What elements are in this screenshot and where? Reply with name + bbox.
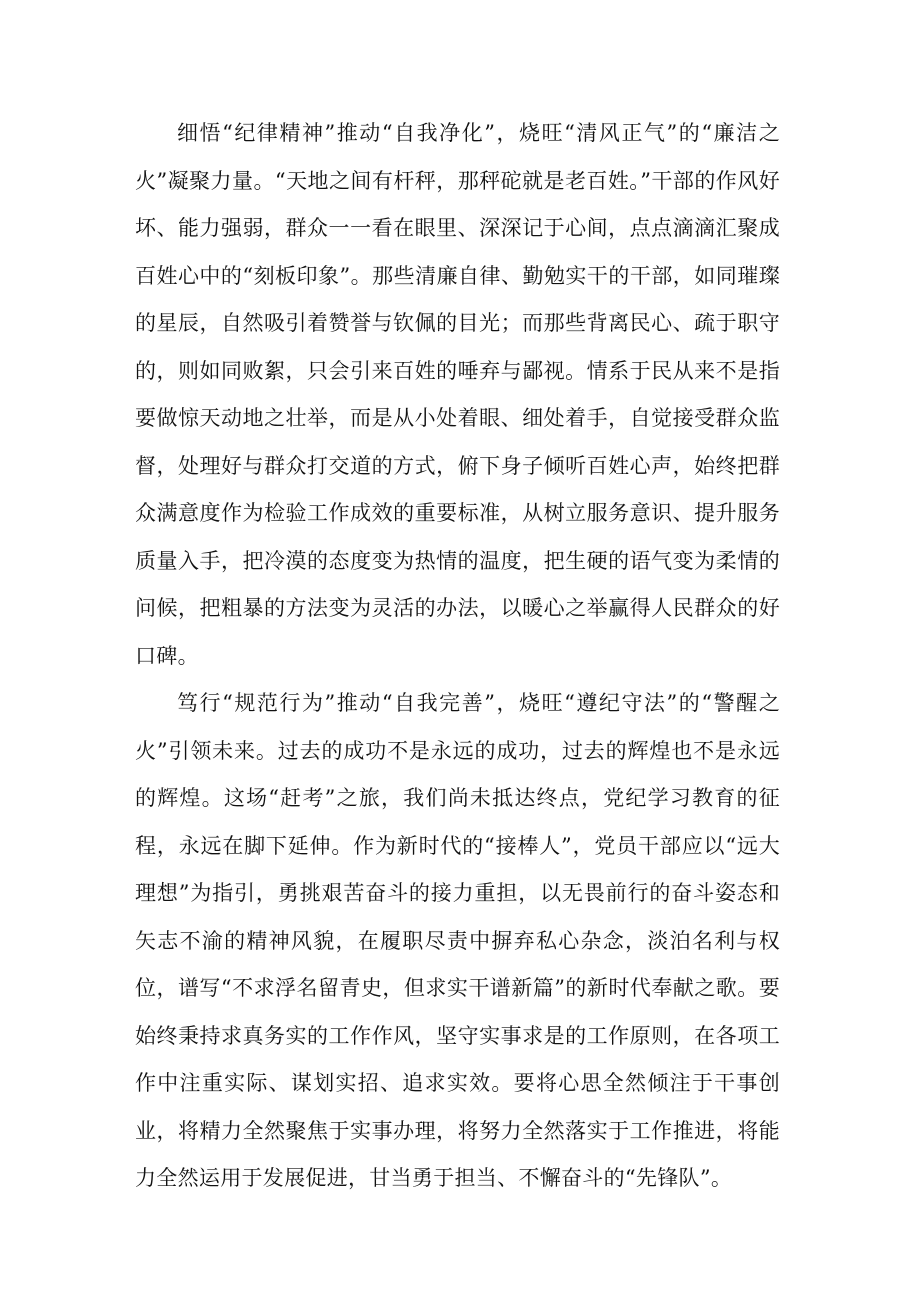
- document-body: [135, 110, 780, 1203]
- paragraph-discipline-spirit: 细悟“纪律精神”推动“自我净化”，烧旺“清风正气”的“廉洁之火”凝聚力量。“天地之间有杆秤，那秤砣就是老百姓。”干部的作风好坏、能力强弱，群众一一看在眼里、深深记于心间，点点滴滴汇聚成百姓心中的“刻板印象”。那些清廉自律、勤勉实干的干部，如同璀璨的星辰，自然吸引着赞誉与钦佩的目光；而那些背离民心、疏于职守的，则如同败絮，只会引来百姓的唾弃与鄙视。情系于民从来不是指要做惊天动地之壮举，而是从小处着眼、细处着手，自觉接受群众监督，处理好与群众打交道的方式，俯下身子倾听百姓心声，始终把群众满意度作为检验工作成效的重要标准，从树立服务意识、提升服务质量入手，把冷漠的态度变为热情的温度，把生硬的语气变为柔情的问候，把粗暴的方法变为灵活的办法，以暖心之举赢得人民群众的好口碑。: [135, 121, 780, 668]
- paragraph-standard-conduct: 笃行“规范行为”推动“自我完善”，烧旺“遵纪守法”的“警醒之火”引领未来。过去的成功不是永远的成功，过去的辉煌也不是永远的辉煌。这场“赶考”之旅，我们尚未抵达终点，党纪学习教育的征程，永远在脚下延伸。作为新时代的“接棒人”，党员干部应以“远大理想”为指引，勇挑艰苦奋斗的接力重担，以无畏前行的奋斗姿态和矢志不渝的精神风貌，在履职尽责中摒弃私心杂念，淡泊名利与权位，谱写“不求浮名留青史，但求实干谱新篇”的新时代奉献之歌。要始终秉持求真务实的工作作风，坚守实事求是的工作原则，在各项工作中注重实际、谋划实招、追求实效。要将心思全然倾注于干事创业，将精力全然聚焦于实事办理，将努力全然落实于工作推进，将能力全然运用于发展促进，甘当勇于担当、不懈奋斗的“先锋队”。: [135, 691, 780, 1190]
